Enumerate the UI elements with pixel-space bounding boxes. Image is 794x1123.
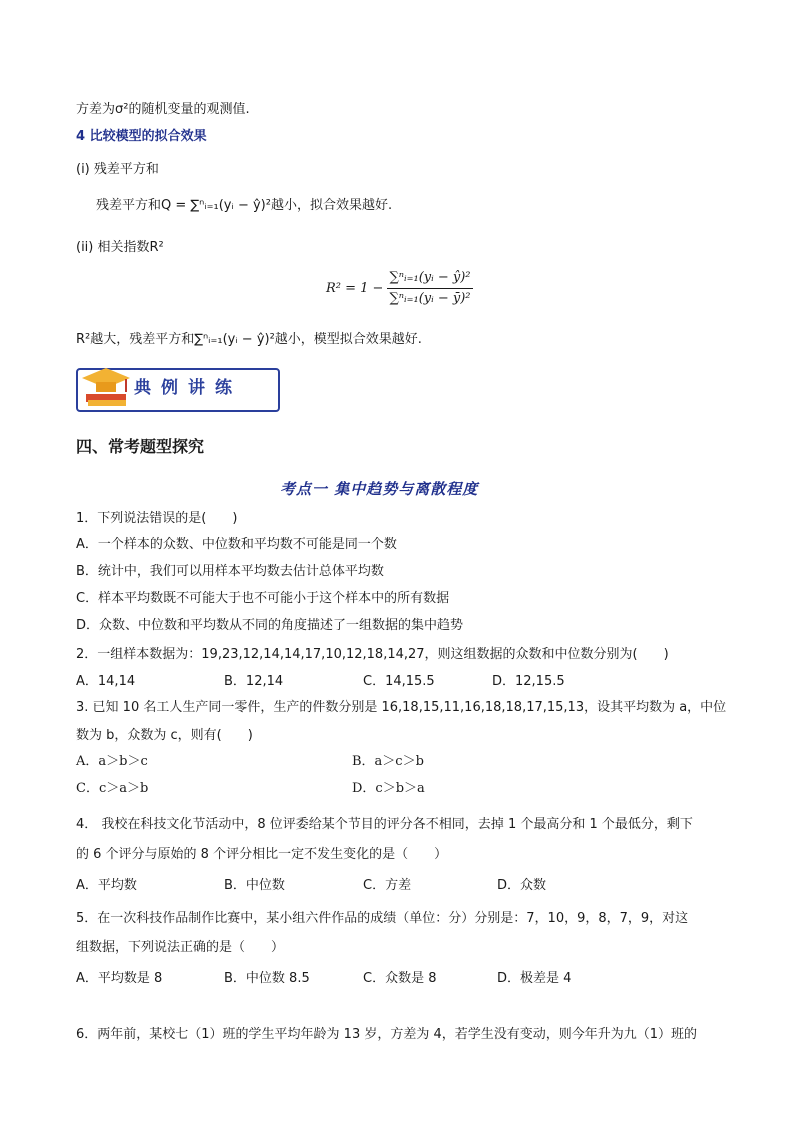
kaodian-title: 考点一 集中趋势与离散程度	[280, 480, 479, 498]
q4-option-b: B．中位数	[224, 878, 285, 893]
q2-option-b: B．12,14	[224, 674, 284, 689]
q4-stem-line2: 的 6 个评分与原始的 8 个评分相比一定不发生变化的是（ ）	[76, 847, 448, 862]
q4-option-d: D．众数	[497, 878, 547, 893]
q2-option-d: D．12,15.5	[492, 674, 565, 689]
q3-option-a: A．a＞b＞c	[76, 754, 148, 769]
q5-option-d: D．极差是 4	[497, 971, 572, 986]
q3-option-c: C．c＞a＞b	[76, 781, 149, 796]
r2-conclusion: R²越大，残差平方和∑ⁿᵢ₌₁(yᵢ − ŷ)²越小，模型拟合效果越好.	[76, 332, 422, 347]
q5-stem-line1: 5．在一次科技作品制作比赛中，某小组六件作品的成绩（单位：分）分别是：7，10，9，8，7，9，对这	[76, 911, 689, 926]
formula-fraction	[387, 268, 472, 309]
graduation-cap-icon	[80, 364, 132, 419]
q3-option-b: B．a＞c＞b	[352, 754, 424, 769]
q1-option-a: A．一个样本的众数、中位数和平均数不可能是同一个数	[76, 537, 397, 552]
q5-option-a: A．平均数是 8	[76, 971, 163, 986]
r-squared-formula	[326, 268, 473, 309]
item-ii-label: (ii) 相关指数R²	[76, 240, 164, 255]
q5-option-c: C．众数是 8	[363, 971, 437, 986]
q3-option-d: D．c＞b＞a	[352, 781, 425, 796]
q6-stem-line1: 6．两年前，某校七（1）班的学生平均年龄为 13 岁，方差为 4，若学生没有变动，则今年升为九（1）班的	[76, 1027, 698, 1042]
banner-title: 典例讲练	[134, 378, 242, 398]
q4-option-c: C．方差	[363, 878, 412, 893]
q4-stem-line1: 4． 我校在科技文化节活动中，8 位评委给某个节目的评分各不相同，去掉 1 个最高分和 1 个最低分，剩下	[76, 817, 693, 832]
section-heading: 四、常考题型探究	[76, 437, 205, 456]
q2-option-c: C．14,15.5	[363, 674, 435, 689]
item-i-label: (i) 残差平方和	[76, 162, 159, 177]
formula-denominator: ∑ⁿᵢ₌₁(yᵢ − ȳ)²	[389, 291, 471, 306]
q5-option-b: B．中位数 8.5	[224, 971, 310, 986]
q3-stem-line1: 3. 已知 10 名工人生产同一零件，生产的件数分别是 16,18,15,11,16,18,18,17,15,13，设其平均数为 a，中位	[76, 700, 727, 715]
q3-stem-line2: 数为 b，众数为 c，则有( )	[76, 728, 253, 743]
q5-stem-line2: 组数据，下列说法正确的是（ ）	[76, 940, 285, 955]
item-i-text: 残差平方和Q = ∑ⁿᵢ₌₁(yᵢ − ŷ)²越小，拟合效果越好.	[96, 198, 393, 213]
q2-stem: 2．一组样本数据为：19,23,12,14,14,17,10,12,18,14,27，则这组数据的众数和中位数分别为( )	[76, 647, 669, 662]
q4-option-a: A．平均数	[76, 878, 137, 893]
q1-option-d: D．众数、中位数和平均数从不同的角度描述了一组数据的集中趋势	[76, 618, 464, 633]
section-4-title: 4 比较模型的拟合效果	[76, 129, 207, 144]
formula-left: R² = 1 −	[326, 280, 384, 296]
q1-option-c: C．样本平均数既不可能大于也不可能小于这个样本中的所有数据	[76, 591, 450, 606]
formula-numerator: ∑ⁿᵢ₌₁(yᵢ − ŷ)²	[389, 270, 471, 285]
text-line-variance: 方差为σ²的随机变量的观测值.	[76, 102, 250, 117]
q1-option-b: B．统计中，我们可以用样本平均数去估计总体平均数	[76, 564, 384, 579]
q1-stem: 1．下列说法错误的是( )	[76, 511, 238, 526]
q2-option-a: A．14,14	[76, 674, 136, 689]
